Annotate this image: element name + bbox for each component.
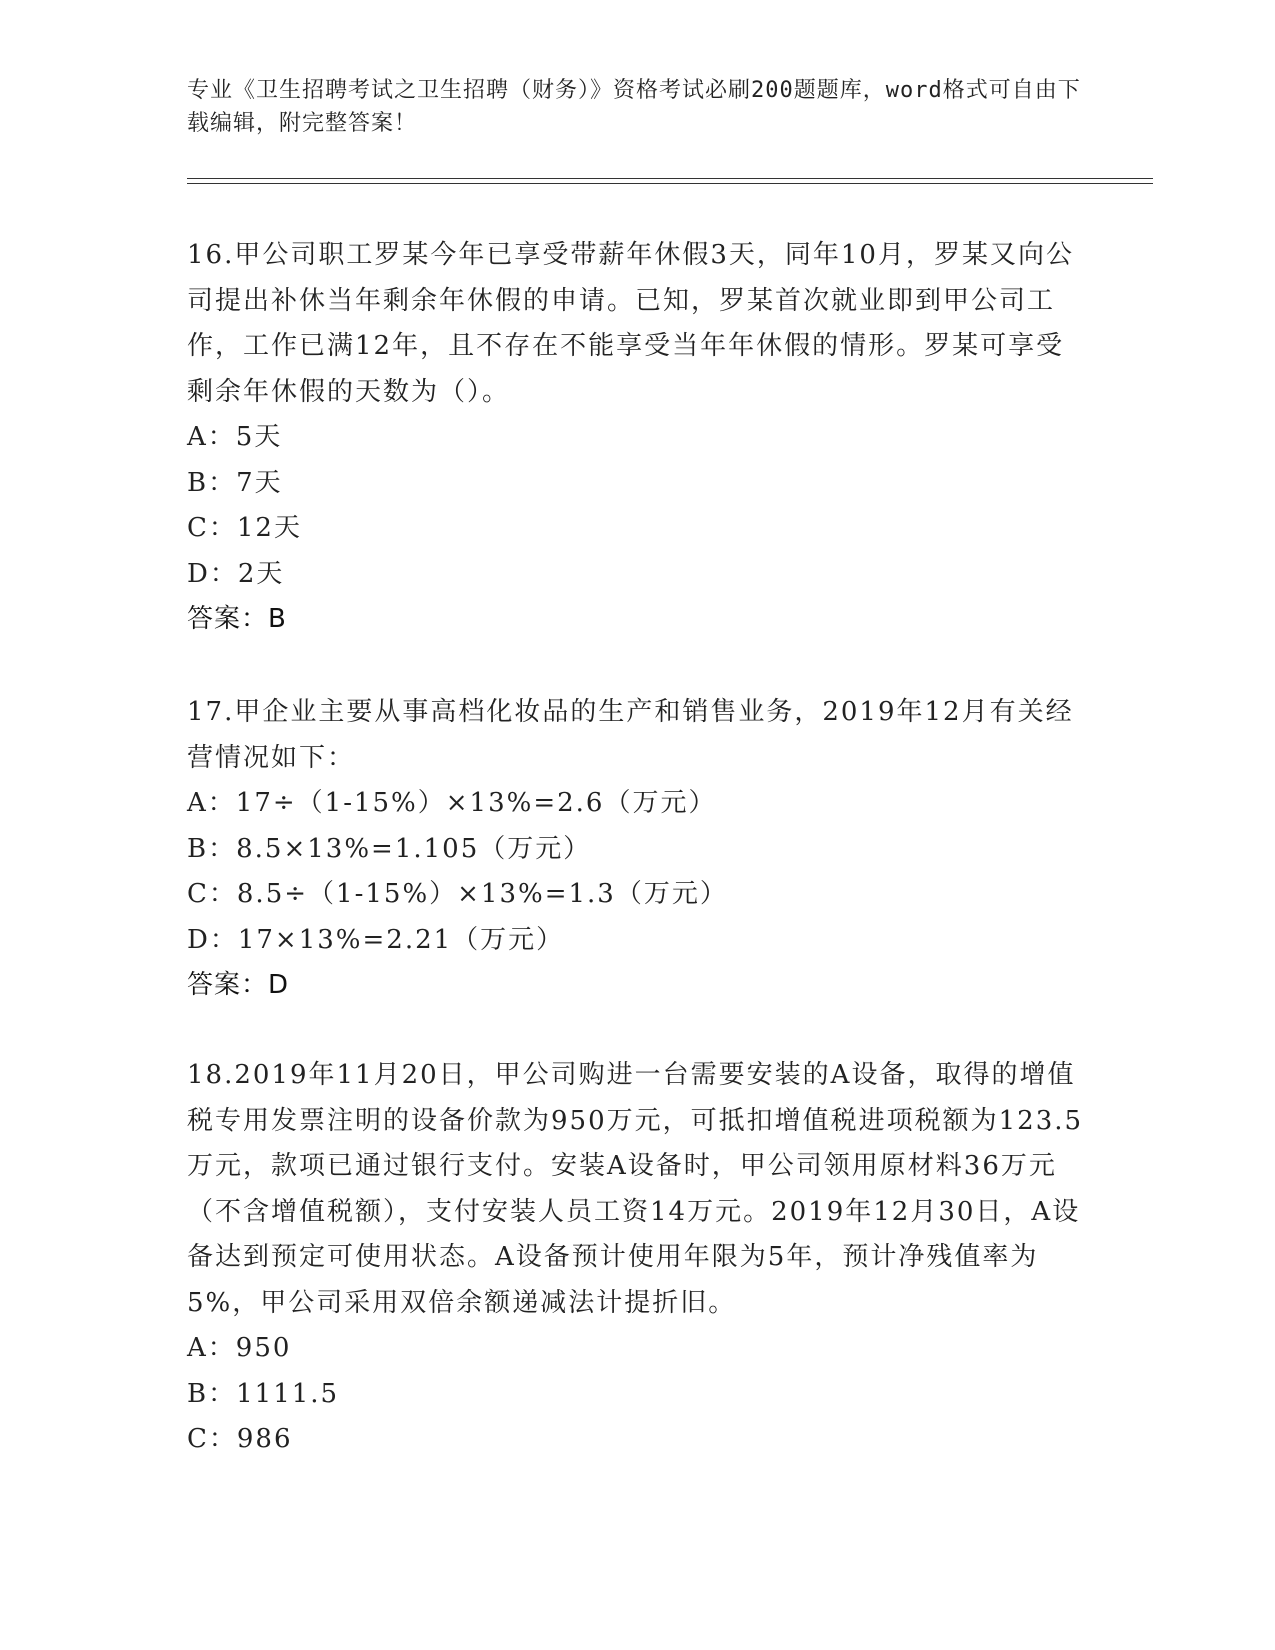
question-text: 17.甲企业主要从事高档化妆品的生产和销售业务，2019年12月有关经营情况如下： (187, 697, 1074, 773)
answer-label: 答案：B (187, 604, 287, 634)
question-18 (187, 1053, 1087, 1463)
option-d: D：2天 (187, 558, 285, 589)
header-divider-bottom (187, 183, 1153, 184)
option-c: C：12天 (187, 513, 302, 543)
header-divider-top (187, 178, 1153, 179)
question-17 (187, 690, 1087, 1009)
option-a: A：950 (187, 1333, 292, 1363)
option-a: A：5天 (187, 422, 283, 452)
option-b: B：1111.5 (187, 1378, 340, 1409)
question-text: 16.甲公司职工罗某今年已享受带薪年休假3天，同年10月，罗某又向公司提出补休当年剩余年休假的申请。已知，罗某首次就业即到甲公司工作，工作已满12年，且不存在不能享受当年年休假的情形。罗某可享受剩余年休假的天数为（）。 (187, 240, 1074, 407)
option-c: C：8.5÷（1-15%）×13%=1.3（万元） (187, 879, 728, 909)
question-16 (187, 233, 1087, 643)
answer-label: 答案：D (187, 970, 290, 1000)
option-b: B：7天 (187, 467, 283, 498)
document-header: 专业《卫生招聘考试之卫生招聘（财务）》资格考试必刷200题题库，word格式可自由下载编辑，附完整答案！ (187, 78, 1081, 136)
option-b: B：8.5×13%=1.105（万元） (187, 833, 592, 864)
option-d: D：17×13%=2.21（万元） (187, 924, 565, 955)
option-c: C：986 (187, 1424, 293, 1454)
question-text: 18.2019年11月20日，甲公司购进一台需要安装的A设备，取得的增值税专用发票注明的设备价款为950万元，可抵扣增值税进项税额为123.5万元，款项已通过银行支付。安装A设备时，甲公司领用原材料36万元（不含增值税额），支付安装人员工资14万元。2019年12月30日，A设备达到预定可使用状态。A设备预计使用年限为5年，预计净残值率为5%，甲公司采用双倍余额递减法计提折旧。 (187, 1060, 1084, 1318)
option-a: A：17÷（1-15%）×13%=2.6（万元） (187, 788, 717, 818)
